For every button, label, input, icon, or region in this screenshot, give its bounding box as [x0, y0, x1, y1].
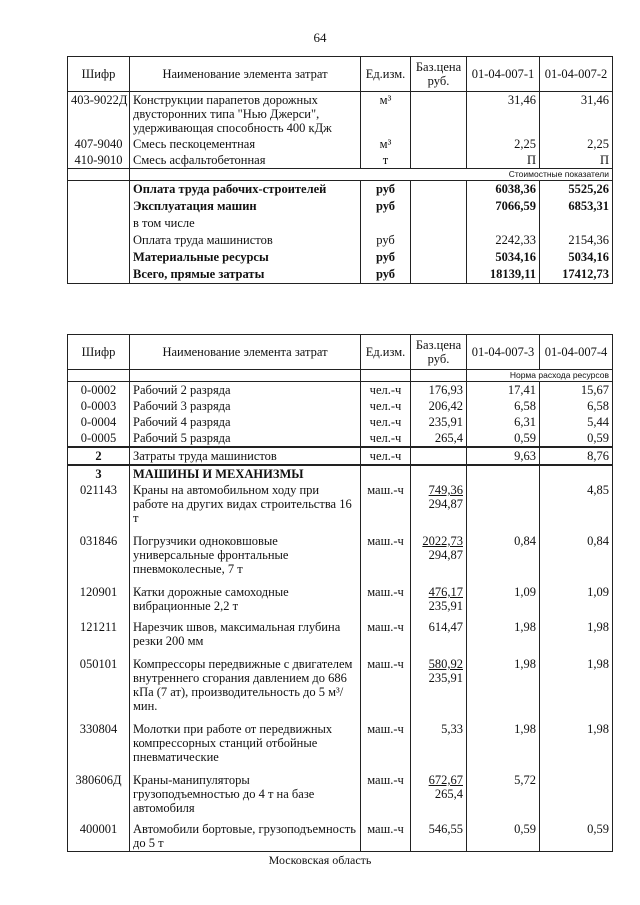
row-value-a: 31,46: [467, 92, 540, 137]
row-code: 121211: [68, 614, 130, 649]
summary-unit: руб: [361, 198, 411, 215]
norm-label: Норма расхода ресурсов: [467, 370, 613, 382]
row-value-b: 4,85: [540, 482, 613, 526]
summary-name: в том числе: [130, 215, 361, 232]
header-code: Шифр: [68, 57, 130, 92]
row-name: Краны на автомобильном ходу при работе на других видах строительства 16 т: [130, 482, 361, 526]
row-unit: м³: [361, 92, 411, 137]
summary-row: [68, 181, 613, 199]
table-header-row: [68, 57, 613, 92]
header-price: Баз.цена руб.: [411, 57, 467, 92]
row-price-operator: 294,87: [428, 497, 463, 511]
header-name: Наименование элемента затрат: [130, 335, 361, 370]
row-value-b: 6,58: [540, 398, 613, 414]
page-number: 64: [313, 30, 327, 45]
machine-row: [68, 614, 613, 649]
row-name: Компрессоры передвижные с двигателем внутреннего сгорания давлением до 686 кПа (7 ат), производительность до 5 м³/мин.: [130, 649, 361, 714]
header-price: Баз.цена руб.: [411, 335, 467, 370]
row-unit: чел.-ч: [361, 414, 411, 430]
row-value-b: 1,98: [540, 614, 613, 649]
row-value-a: П: [467, 152, 540, 169]
subheader-row: [68, 169, 613, 181]
header-unit: Ед.изм.: [361, 335, 411, 370]
row-value-a: 0,84: [467, 526, 540, 577]
summary-value-b: 17412,73: [540, 266, 613, 284]
section-code: 2: [68, 447, 130, 465]
row-value-b: 5,44: [540, 414, 613, 430]
row-price: 176,93: [411, 382, 467, 399]
row-value-b: 1,98: [540, 714, 613, 765]
row-code: 050101: [68, 649, 130, 714]
row-unit: т: [361, 152, 411, 169]
row-value-a: 1,09: [467, 577, 540, 614]
row-price-operator: 235,91: [428, 671, 463, 685]
section-row: [68, 447, 613, 465]
row-value-a: 1,98: [467, 649, 540, 714]
cost-table-1: [67, 56, 613, 284]
section-name: Затраты труда машинистов: [130, 447, 361, 465]
row-value-b: П: [540, 152, 613, 169]
row-name: Рабочий 3 разряда: [130, 398, 361, 414]
summary-value-a: 6038,36: [467, 181, 540, 199]
summary-value-b: 5525,26: [540, 181, 613, 199]
row-unit: маш.-ч: [361, 714, 411, 765]
row-value-a: 1,98: [467, 714, 540, 765]
row-value-a: 1,98: [467, 614, 540, 649]
table-row: [68, 430, 613, 447]
row-code: 0-0004: [68, 414, 130, 430]
table-row: [68, 398, 613, 414]
machine-row: [68, 714, 613, 765]
summary-unit: [361, 215, 411, 232]
row-price-operator: 265,4: [434, 787, 463, 801]
header-name: Наименование элемента затрат: [130, 57, 361, 92]
row-price: 580,92: [428, 657, 463, 671]
row-price: [411, 136, 467, 152]
summary-unit: руб: [361, 249, 411, 266]
row-price: [411, 92, 467, 137]
row-code: 330804: [68, 714, 130, 765]
summary-value-a: 7066,59: [467, 198, 540, 215]
row-code: 0-0003: [68, 398, 130, 414]
row-name: Смесь пескоцементная: [130, 136, 361, 152]
row-price: 672,67: [428, 773, 463, 787]
row-code: 400001: [68, 816, 130, 852]
summary-value-a: 2242,33: [467, 232, 540, 249]
machine-row: [68, 765, 613, 816]
row-code: 403-9022Д: [68, 92, 130, 137]
table-row: [68, 152, 613, 169]
summary-value-b: 2154,36: [540, 232, 613, 249]
row-price: [411, 152, 467, 169]
row-value-a: 5,72: [467, 765, 540, 816]
row-price-operator: 235,91: [428, 599, 463, 613]
row-code: 021143: [68, 482, 130, 526]
row-code: 407-9040: [68, 136, 130, 152]
row-value-b: [540, 765, 613, 816]
row-price: 749,36: [428, 483, 463, 497]
summary-unit: руб: [361, 181, 411, 199]
summary-row: [68, 232, 613, 249]
summary-name: Всего, прямые затраты: [130, 266, 361, 284]
row-value-b: 1,09: [540, 577, 613, 614]
row-value-b: 31,46: [540, 92, 613, 137]
row-unit: м³: [361, 136, 411, 152]
row-value-a: 6,31: [467, 414, 540, 430]
row-name: Автомобили бортовые, грузоподъемность до 5 т: [130, 816, 361, 852]
machine-row: [68, 649, 613, 714]
row-code: 031846: [68, 526, 130, 577]
row-name: Рабочий 4 разряда: [130, 414, 361, 430]
row-unit: маш.-ч: [361, 649, 411, 714]
row-value-b: 2,25: [540, 136, 613, 152]
row-price: 265,4: [411, 430, 467, 447]
table-row: [68, 414, 613, 430]
machine-row: [68, 816, 613, 852]
summary-row: [68, 215, 613, 232]
header-unit: Ед.изм.: [361, 57, 411, 92]
table-row: [68, 382, 613, 399]
row-price: 476,17: [428, 585, 463, 599]
summary-row: [68, 198, 613, 215]
row-code: 380606Д: [68, 765, 130, 816]
section-code: 3: [68, 465, 130, 482]
row-value-b: 0,59: [540, 430, 613, 447]
table-row: [68, 92, 613, 137]
row-name: Нарезчик швов, максимальная глубина резки 200 мм: [130, 614, 361, 649]
row-price: 5,33: [411, 714, 467, 765]
subheader-row: [68, 370, 613, 382]
resource-table-2: [67, 334, 613, 852]
row-value-a: 0,59: [467, 430, 540, 447]
header-code: Шифр: [68, 335, 130, 370]
header-col-b: 01-04-007-4: [540, 335, 613, 370]
cost-indicators-label: Стоимостные показатели: [130, 169, 613, 181]
row-name: Рабочий 5 разряда: [130, 430, 361, 447]
footer-region: Московская область: [268, 853, 372, 867]
summary-value-a: 5034,16: [467, 249, 540, 266]
summary-row: [68, 249, 613, 266]
section-value-b: 8,76: [540, 447, 613, 465]
machine-row: [68, 577, 613, 614]
row-price: 206,42: [411, 398, 467, 414]
row-unit: чел.-ч: [361, 430, 411, 447]
section-unit: чел.-ч: [361, 447, 411, 465]
table-row: [68, 136, 613, 152]
row-value-a: 6,58: [467, 398, 540, 414]
summary-name: Оплата труда рабочих-строителей: [130, 181, 361, 199]
row-price: 546,55: [411, 816, 467, 852]
row-code: 0-0005: [68, 430, 130, 447]
row-name: Конструкции парапетов дорожных двусторонних типа "Нью Джерси", удерживающая способность 400 кДж: [130, 92, 361, 137]
section-value-a: 9,63: [467, 447, 540, 465]
row-price: 614,47: [411, 614, 467, 649]
row-name: Рабочий 2 разряда: [130, 382, 361, 399]
row-value-b: 0,84: [540, 526, 613, 577]
row-value-a: [467, 482, 540, 526]
row-unit: маш.-ч: [361, 816, 411, 852]
row-price-operator: 294,87: [428, 548, 463, 562]
summary-unit: руб: [361, 266, 411, 284]
row-unit: маш.-ч: [361, 765, 411, 816]
row-value-a: 0,59: [467, 816, 540, 852]
row-unit: чел.-ч: [361, 398, 411, 414]
row-value-a: 17,41: [467, 382, 540, 399]
section-name: МАШИНЫ И МЕХАНИЗМЫ: [130, 465, 361, 482]
row-unit: чел.-ч: [361, 382, 411, 399]
row-code: 0-0002: [68, 382, 130, 399]
header-col-a: 01-04-007-3: [467, 335, 540, 370]
row-name: Молотки при работе от передвижных компрессорных станций отбойные пневматические: [130, 714, 361, 765]
row-price: 2022,73: [422, 534, 463, 548]
summary-name: Материальные ресурсы: [130, 249, 361, 266]
summary-unit: руб: [361, 232, 411, 249]
section-row: [68, 465, 613, 482]
summary-value-b: 6853,31: [540, 198, 613, 215]
row-price: 235,91: [411, 414, 467, 430]
machine-row: [68, 526, 613, 577]
row-value-a: 2,25: [467, 136, 540, 152]
summary-value-b: 5034,16: [540, 249, 613, 266]
summary-value-a: [467, 215, 540, 232]
row-value-b: 0,59: [540, 816, 613, 852]
row-code: 410-9010: [68, 152, 130, 169]
row-name: Краны-манипуляторы грузоподъемностью до 4 т на базе автомобиля: [130, 765, 361, 816]
row-unit: маш.-ч: [361, 482, 411, 526]
row-value-b: 15,67: [540, 382, 613, 399]
summary-value-b: [540, 215, 613, 232]
summary-name: Эксплуатация машин: [130, 198, 361, 215]
row-unit: маш.-ч: [361, 577, 411, 614]
table-header-row: [68, 335, 613, 370]
row-unit: маш.-ч: [361, 614, 411, 649]
row-name: Смесь асфальтобетонная: [130, 152, 361, 169]
summary-name: Оплата труда машинистов: [130, 232, 361, 249]
summary-row: [68, 266, 613, 284]
row-name: Катки дорожные самоходные вибрационные 2,2 т: [130, 577, 361, 614]
header-col-b: 01-04-007-2: [540, 57, 613, 92]
row-value-b: 1,98: [540, 649, 613, 714]
row-name: Погрузчики одноковшовые универсальные фронтальные пневмоколесные, 7 т: [130, 526, 361, 577]
row-code: 120901: [68, 577, 130, 614]
summary-value-a: 18139,11: [467, 266, 540, 284]
header-col-a: 01-04-007-1: [467, 57, 540, 92]
machine-row: [68, 482, 613, 526]
row-unit: маш.-ч: [361, 526, 411, 577]
